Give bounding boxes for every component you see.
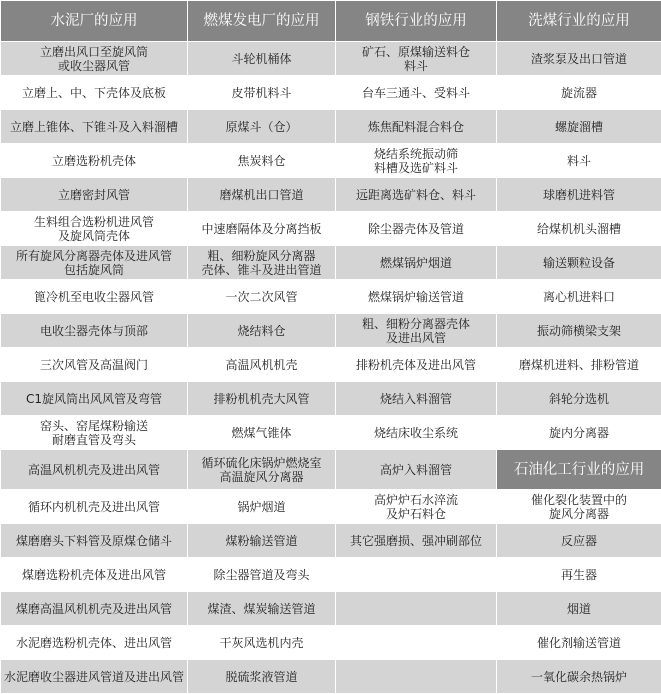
power-cell: 原煤斗（仓） <box>188 110 335 143</box>
table-row <box>1 558 661 591</box>
steel-cell: 高炉炉石水淬流 及炉石料仓 <box>336 490 496 523</box>
steel-cell <box>336 626 496 659</box>
petrochem-cell: 一氧化碳余热锅炉 <box>497 660 661 693</box>
coal-washing-cell: 球磨机进料管 <box>497 178 661 211</box>
power-cell: 粗、细粉旋风分离器 壳体、锥斗及进出管道 <box>188 246 335 279</box>
steel-cell <box>336 660 496 693</box>
steel-cell: 除尘器壳体及管道 <box>336 212 496 245</box>
cement-cell: 煤磨磨头下料管及原煤仓储斗 <box>1 524 187 557</box>
header-steel: 钢铁行业的应用 <box>336 1 496 41</box>
coal-washing-cell: 螺旋溜槽 <box>497 110 661 143</box>
cement-cell: 煤磨高温风机机壳及进出风管 <box>1 592 187 625</box>
power-cell: 焦炭料仓 <box>188 144 335 177</box>
header-coal-washing: 洗煤行业的应用 <box>497 1 661 41</box>
cement-cell: C1旋风筒出风风管及弯管 <box>1 382 187 415</box>
cement-cell: 生料组合选粉机进风管 及旋风筒壳体 <box>1 212 187 245</box>
table-row <box>1 280 661 313</box>
power-cell: 除尘器管道及弯头 <box>188 558 335 591</box>
coal-washing-cell: 磨煤机进料、排粉管道 <box>497 348 661 381</box>
table-row <box>1 144 661 177</box>
steel-cell: 高炉入料溜管 <box>336 450 496 489</box>
power-cell: 循环硫化床锅炉燃烧室 高温旋风分离器 <box>188 450 335 489</box>
table-row <box>1 450 661 489</box>
table-row <box>1 416 661 449</box>
power-cell: 烧结料仓 <box>188 314 335 347</box>
power-cell: 皮带机料斗 <box>188 76 335 109</box>
cement-cell: 水泥磨选粉机壳体、进出风管 <box>1 626 187 659</box>
steel-cell: 远距离选矿料仓、料斗 <box>336 178 496 211</box>
steel-cell: 燃煤锅炉输送管道 <box>336 280 496 313</box>
table-row <box>1 110 661 143</box>
cement-cell: 循环内机机壳及进出风管 <box>1 490 187 523</box>
table-row <box>1 348 661 381</box>
steel-cell: 烧结床收尘系统 <box>336 416 496 449</box>
table-row <box>1 524 661 557</box>
power-cell: 煤渣、煤炭输送管道 <box>188 592 335 625</box>
table-row <box>1 626 661 659</box>
cement-cell: 立磨上、中、下壳体及底板 <box>1 76 187 109</box>
petrochem-cell: 烟道 <box>497 592 661 625</box>
steel-cell: 矿石、原煤输送料仓 料斗 <box>336 42 496 75</box>
power-cell: 干灰风选机内壳 <box>188 626 335 659</box>
power-cell: 燃煤气锥体 <box>188 416 335 449</box>
cement-cell: 立磨上锥体、下锥斗及入料溜槽 <box>1 110 187 143</box>
power-cell: 煤粉输送管道 <box>188 524 335 557</box>
power-cell: 脱硫浆液管道 <box>188 660 335 693</box>
coal-washing-cell: 离心机进料口 <box>497 280 661 313</box>
power-cell: 斗轮机桶体 <box>188 42 335 75</box>
coal-washing-cell: 输送颗粒设备 <box>497 246 661 279</box>
table-row <box>1 212 661 245</box>
coal-washing-cell: 给煤机机头溜槽 <box>497 212 661 245</box>
power-cell: 中速磨隔体及分离挡板 <box>188 212 335 245</box>
coal-washing-cell: 渣浆泵及出口管道 <box>497 42 661 75</box>
power-cell: 一次二次风管 <box>188 280 335 313</box>
steel-cell: 其它强磨损、强冲刷部位 <box>336 524 496 557</box>
cement-cell: 立磨出风口至旋风筒 或收尘器风管 <box>1 42 187 75</box>
petrochem-cell: 反应器 <box>497 524 661 557</box>
steel-cell <box>336 558 496 591</box>
header-row <box>1 1 661 41</box>
steel-cell: 燃煤锅炉烟道 <box>336 246 496 279</box>
coal-washing-cell: 旋内分离器 <box>497 416 661 449</box>
power-cell: 排粉机机壳大风管 <box>188 382 335 415</box>
table-row <box>1 178 661 211</box>
table-row <box>1 592 661 625</box>
cement-cell: 篦冷机至电收尘器风管 <box>1 280 187 313</box>
coal-washing-cell: 斜轮分选机 <box>497 382 661 415</box>
power-cell: 高温风机机壳 <box>188 348 335 381</box>
header-cement: 水泥厂的应用 <box>1 1 187 41</box>
cement-cell: 所有旋风分离器壳体及进风管 包括旋风筒 <box>1 246 187 279</box>
steel-cell: 烧结入料溜管 <box>336 382 496 415</box>
power-cell: 锅炉烟道 <box>188 490 335 523</box>
table-row <box>1 660 661 693</box>
coal-washing-cell: 振动筛横梁支架 <box>497 314 661 347</box>
table-row <box>1 246 661 279</box>
cement-cell: 电收尘器壳体与顶部 <box>1 314 187 347</box>
cement-cell: 窑头、窑尾煤粉输送 耐磨直管及弯头 <box>1 416 187 449</box>
header-power-plant: 燃煤发电厂的应用 <box>188 1 335 41</box>
cement-cell: 三次风管及高温阀门 <box>1 348 187 381</box>
cement-cell: 立磨密封风管 <box>1 178 187 211</box>
table-row <box>1 490 661 523</box>
table-row <box>1 314 661 347</box>
steel-cell: 烧结系统振动筛 料槽及选矿料斗 <box>336 144 496 177</box>
table-row <box>1 382 661 415</box>
cement-cell: 水泥磨收尘器进风管道及进出风管 <box>1 660 187 693</box>
steel-cell: 排粉机壳体及进出风管 <box>336 348 496 381</box>
petrochem-cell: 再生器 <box>497 558 661 591</box>
cement-cell: 立磨选粉机壳体 <box>1 144 187 177</box>
petrochem-cell: 催化裂化装置中的 旋风分离器 <box>497 490 661 523</box>
cement-cell: 煤磨选粉机壳体及进出风管 <box>1 558 187 591</box>
power-cell: 磨煤机出口管道 <box>188 178 335 211</box>
petrochem-cell: 催化剂输送管道 <box>497 626 661 659</box>
table-row <box>1 42 661 75</box>
table-row <box>1 76 661 109</box>
steel-cell: 台车三通斗、受料斗 <box>336 76 496 109</box>
cement-cell: 高温风机机壳及进出风管 <box>1 450 187 489</box>
coal-washing-cell: 旋流器 <box>497 76 661 109</box>
steel-cell <box>336 592 496 625</box>
steel-cell: 炼焦配料混合料仓 <box>336 110 496 143</box>
coal-washing-cell: 料斗 <box>497 144 661 177</box>
header-petrochemical: 石油化工行业的应用 <box>497 450 661 489</box>
steel-cell: 粗、细粉分离器壳体 及进出风管 <box>336 314 496 347</box>
